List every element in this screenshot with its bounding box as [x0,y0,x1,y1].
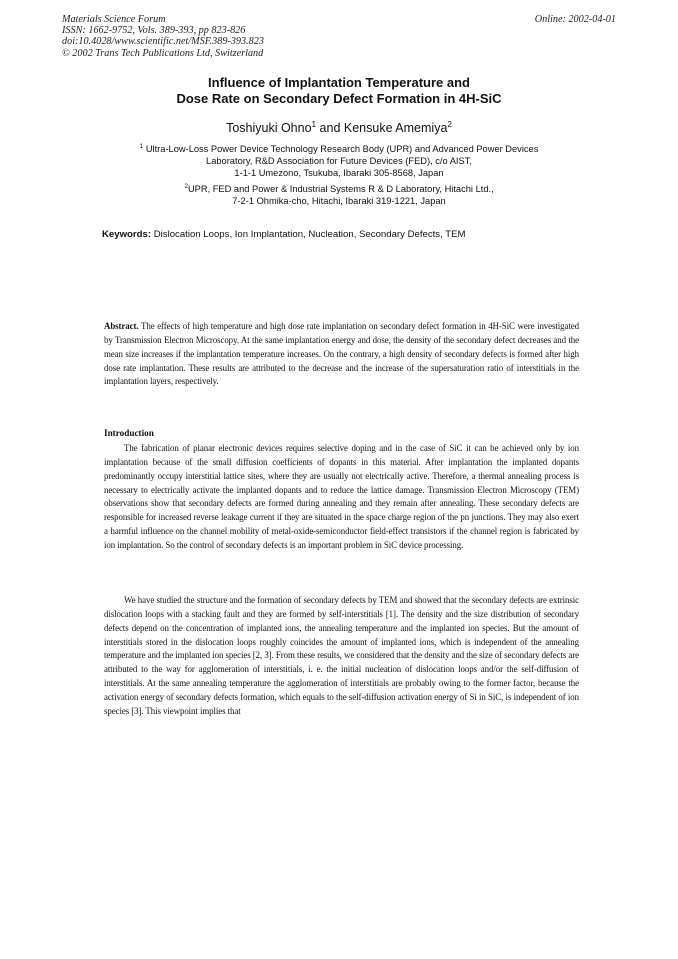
abstract [104,320,579,389]
affiliation-1-line-2: Laboratory, R&D Association for Future Devices (FED), c/o AIST, [206,155,472,166]
author-2-affiliation-mark: 2 [447,119,452,129]
online-date: Online: 2002-04-01 [534,14,616,25]
author-2: Kensuke Amemiya [343,121,448,135]
doi-line: doi:10.4028/www.scientific.net/MSF.389-393.823 [62,36,264,48]
introduction-heading: Introduction [104,428,154,438]
affiliation-1-line-3: 1-1-1 Umezono, Tsukuba, Ibaraki 305-8568, Japan [234,167,444,178]
author-conjunction: and [316,121,344,135]
affiliation-1-mark: 1 [139,142,144,150]
affiliation-2-line-2: 7-2-1 Ohmika-cho, Hitachi, Ibaraki 319-1221, Japan [232,195,446,206]
affiliation-2-line-1: UPR, FED and Power & Industrial Systems R & D Laboratory, Hitachi Ltd., [187,184,494,194]
keywords-text: Dislocation Loops, Ion Implantation, Nucleation, Secondary Defects, TEM [151,229,466,240]
introduction-paragraph-1: The fabrication of planar electronic devices requires selective doping and in the case of SiC it can be achieved only by ion implantation because of the small diffusion coefficients of dopants in this material. After implantation the implanted dopants predominantly occupy interstitial lattice sites, where they are usually not electrically active. Therefore, a thermal annealing process is necessary to electrically activate the implanted dopants and to reduce the lattice damage. Transmission Electron Microscopy (TEM) observations show that secondary defects are formed during annealing and they remain after annealing. These secondary defects are responsible for increased reverse leakage current if they are situated in the space charge region of the pn junctions. They may also exert a harmful influence on the channel mobility of metal-oxide-semiconductor field-effect transistors if the channel region is fabricated by ion implantation. So the control of secondary defects is an important problem in SiC device processing. [104,443,579,550]
keywords-label: Keywords: [102,229,152,240]
author-1: Toshiyuki Ohno [226,121,312,135]
affiliation-1 [62,144,616,179]
affiliation-2 [62,184,616,208]
author-1-affiliation-mark: 1 [311,119,317,129]
affiliation-1-line-1: Ultra-Low-Loss Power Device Technology Research Body (UPR) and Advanced Power Devices [143,144,539,154]
keywords [102,229,582,241]
affiliation-2-mark: 2 [184,182,188,190]
abstract-label: Abstract. [104,321,139,331]
journal-header [62,14,362,59]
journal-name: Materials Science Forum [62,14,166,25]
title-line-2: Dose Rate on Secondary Defect Formation in 4H-SiC [176,91,502,106]
title-line-1: Influence of Implantation Temperature and [208,75,470,90]
introduction-paragraph-2: We have studied the structure and the formation of secondary defects by TEM and showed that the secondary defects are extrinsic dislocation loops with a stacking fault and they are formed by self-interstitials [1]. The density and the size distribution of secondary defects depend on the concentration of implanted ions, the annealing temperature and the implanted ion species. But the amount of interstitials stored in the dislocation loops roughly coincides the amount of implanted ions, which is independent of the annealing temperature and the implanted ion species [2, 3]. From these results, we considered that the density and the size of secondary defects are attributed to the way for agglomeration of interstitials, i. e. the initial nucleation of dislocation loops and/or the self-diffusion of interstitials. At the same annealing temperature the agglomeration of interstitials are probably owing to the former factor, because the activation energy of secondary defects formation, which equals to the self-diffusion activation energy of Si in SiC, is independent of ion species [3]. This viewpoint implies that [104,595,579,716]
copyright-line: © 2002 Trans Tech Publications Ltd, Switzerland [62,47,264,59]
paper-title [62,75,616,107]
issn-line: ISSN: 1662-9752, Vols. 389-393, pp 823-826 [62,25,246,37]
abstract-text: The effects of high temperature and high dose rate implantation on secondary defect formation in 4H-SiC were investigated by Transmission Electron Microscopy. At the same implantation energy and dose, the density of the secondary defect decreases and the mean size increases if the implantation temperature increases. On the contrary, a high density of secondary defects is formed after high dose rate implantation. These results are attributed to the decrease and the increase of the supersaturation ratio of interstitials in the implantation layers, respectively. [104,321,579,387]
author-list [62,121,616,136]
